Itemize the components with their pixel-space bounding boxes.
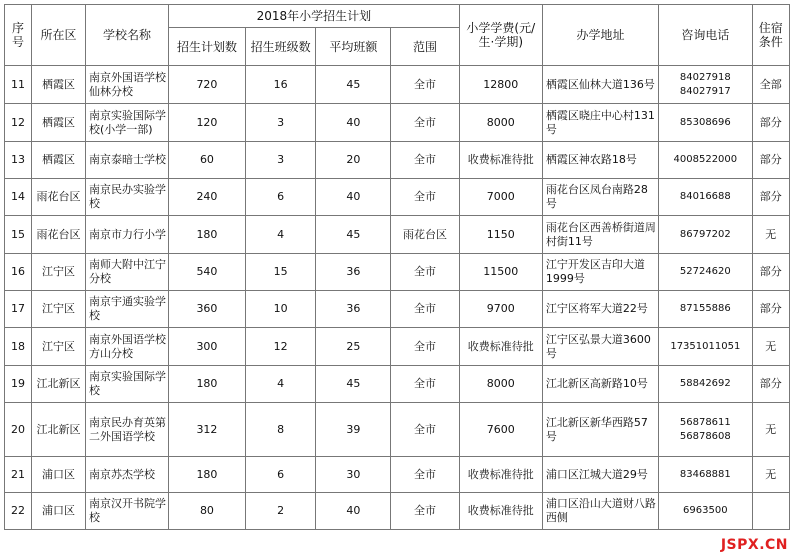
cell-plan-count: 300 — [169, 328, 246, 366]
cell-fee: 收费标准待批 — [459, 493, 542, 530]
header-address: 办学地址 — [542, 5, 658, 66]
cell-district: 江宁区 — [31, 328, 85, 366]
cell-scope: 雨花台区 — [391, 216, 460, 254]
table-row — [5, 291, 790, 328]
cell-fee: 收费标准待批 — [459, 457, 542, 493]
cell-phone: 85308696 — [659, 104, 752, 142]
cell-address: 江北新区高新路10号 — [542, 366, 658, 403]
cell-district: 雨花台区 — [31, 216, 85, 254]
cell-fee: 7000 — [459, 179, 542, 216]
cell-plan-classes: 16 — [245, 66, 316, 104]
cell-avg-class: 40 — [316, 179, 391, 216]
cell-scope: 全市 — [391, 457, 460, 493]
header-seq: 序号 — [5, 5, 32, 66]
cell-seq: 11 — [5, 66, 32, 104]
cell-boarding: 无 — [752, 457, 789, 493]
cell-seq: 12 — [5, 104, 32, 142]
cell-phone: 17351011051 — [659, 328, 752, 366]
cell-seq: 14 — [5, 179, 32, 216]
cell-boarding: 部分 — [752, 291, 789, 328]
site-watermark: JSPX.CN — [720, 537, 788, 553]
cell-phone: 86797202 — [659, 216, 752, 254]
cell-fee: 7600 — [459, 403, 542, 457]
cell-address: 栖霞区神农路18号 — [542, 142, 658, 179]
table-row — [5, 66, 790, 104]
cell-plan-classes: 10 — [245, 291, 316, 328]
cell-school: 南京汉开书院学校 — [85, 493, 168, 530]
cell-phone: 4008522000 — [659, 142, 752, 179]
cell-fee: 1150 — [459, 216, 542, 254]
header-boarding: 住宿条件 — [752, 5, 789, 66]
cell-plan-count: 720 — [169, 66, 246, 104]
cell-fee: 8000 — [459, 366, 542, 403]
cell-plan-classes: 6 — [245, 179, 316, 216]
cell-fee: 8000 — [459, 104, 542, 142]
cell-boarding: 部分 — [752, 254, 789, 291]
cell-school: 南师大附中江宁分校 — [85, 254, 168, 291]
table-row — [5, 216, 790, 254]
cell-phone: 83468881 — [659, 457, 752, 493]
cell-plan-count: 312 — [169, 403, 246, 457]
cell-plan-count: 180 — [169, 457, 246, 493]
cell-seq: 17 — [5, 291, 32, 328]
cell-school: 南京民办实验学校 — [85, 179, 168, 216]
cell-district: 浦口区 — [31, 493, 85, 530]
cell-boarding: 全部 — [752, 66, 789, 104]
cell-fee: 收费标准待批 — [459, 328, 542, 366]
cell-address: 江宁开发区吉印大道1999号 — [542, 254, 658, 291]
cell-plan-classes: 4 — [245, 366, 316, 403]
table-row — [5, 328, 790, 366]
cell-address: 雨花台区凤台南路28号 — [542, 179, 658, 216]
cell-address: 雨花台区西善桥街道周村街11号 — [542, 216, 658, 254]
cell-district: 江宁区 — [31, 254, 85, 291]
cell-plan-classes: 15 — [245, 254, 316, 291]
cell-plan-count: 240 — [169, 179, 246, 216]
cell-phone: 6963500 — [659, 493, 752, 530]
cell-plan-classes: 12 — [245, 328, 316, 366]
cell-boarding — [752, 493, 789, 530]
header-fee: 小学学费(元/生·学期) — [459, 5, 542, 66]
cell-avg-class: 40 — [316, 493, 391, 530]
cell-school: 南京宇通实验学校 — [85, 291, 168, 328]
cell-plan-count: 120 — [169, 104, 246, 142]
cell-avg-class: 45 — [316, 366, 391, 403]
cell-boarding: 无 — [752, 216, 789, 254]
cell-plan-classes: 4 — [245, 216, 316, 254]
cell-fee: 11500 — [459, 254, 542, 291]
cell-plan-count: 80 — [169, 493, 246, 530]
cell-district: 栖霞区 — [31, 66, 85, 104]
cell-phone: 52724620 — [659, 254, 752, 291]
cell-plan-classes: 8 — [245, 403, 316, 457]
cell-seq: 19 — [5, 366, 32, 403]
header-avg-class: 平均班额 — [316, 28, 391, 66]
cell-district: 江北新区 — [31, 403, 85, 457]
table-row — [5, 457, 790, 493]
cell-phone: 56878611 56878608 — [659, 403, 752, 457]
cell-school: 南京泰暗士学校 — [85, 142, 168, 179]
cell-plan-classes: 2 — [245, 493, 316, 530]
cell-avg-class: 30 — [316, 457, 391, 493]
header-plan-group: 2018年小学招生计划 — [169, 5, 460, 28]
table-row — [5, 254, 790, 291]
cell-avg-class: 39 — [316, 403, 391, 457]
cell-school: 南京苏杰学校 — [85, 457, 168, 493]
cell-address: 江宁区将军大道22号 — [542, 291, 658, 328]
cell-district: 栖霞区 — [31, 142, 85, 179]
cell-scope: 全市 — [391, 254, 460, 291]
table-row — [5, 104, 790, 142]
cell-phone: 84016688 — [659, 179, 752, 216]
cell-scope: 全市 — [391, 291, 460, 328]
cell-plan-classes: 6 — [245, 457, 316, 493]
table-row — [5, 493, 790, 530]
header-plan-classes: 招生班级数 — [245, 28, 316, 66]
cell-seq: 20 — [5, 403, 32, 457]
cell-district: 江北新区 — [31, 366, 85, 403]
cell-phone: 58842692 — [659, 366, 752, 403]
cell-school: 南京市力行小学 — [85, 216, 168, 254]
cell-plan-count: 360 — [169, 291, 246, 328]
cell-address: 栖霞区晓庄中心村131号 — [542, 104, 658, 142]
cell-address: 浦口区沿山大道财八路西侧 — [542, 493, 658, 530]
cell-scope: 全市 — [391, 179, 460, 216]
cell-school: 南京实验国际学校(小学一部) — [85, 104, 168, 142]
cell-boarding: 无 — [752, 403, 789, 457]
cell-seq: 13 — [5, 142, 32, 179]
table-row — [5, 179, 790, 216]
cell-fee: 收费标准待批 — [459, 142, 542, 179]
cell-avg-class: 40 — [316, 104, 391, 142]
cell-boarding: 无 — [752, 328, 789, 366]
cell-school: 南京外国语学校仙林分校 — [85, 66, 168, 104]
cell-scope: 全市 — [391, 328, 460, 366]
cell-phone: 84027918 84027917 — [659, 66, 752, 104]
table-row — [5, 142, 790, 179]
cell-plan-count: 180 — [169, 216, 246, 254]
cell-seq: 21 — [5, 457, 32, 493]
cell-boarding: 部分 — [752, 179, 789, 216]
cell-scope: 全市 — [391, 104, 460, 142]
cell-seq: 22 — [5, 493, 32, 530]
cell-address: 栖霞区仙林大道136号 — [542, 66, 658, 104]
header-plan-count: 招生计划数 — [169, 28, 246, 66]
header-scope: 范围 — [391, 28, 460, 66]
cell-address: 浦口区江城大道29号 — [542, 457, 658, 493]
cell-school: 南京实验国际学校 — [85, 366, 168, 403]
cell-plan-count: 60 — [169, 142, 246, 179]
cell-district: 栖霞区 — [31, 104, 85, 142]
cell-seq: 18 — [5, 328, 32, 366]
cell-boarding: 部分 — [752, 104, 789, 142]
cell-district: 江宁区 — [31, 291, 85, 328]
cell-avg-class: 45 — [316, 216, 391, 254]
enrollment-table — [4, 4, 790, 530]
cell-fee: 12800 — [459, 66, 542, 104]
cell-avg-class: 36 — [316, 254, 391, 291]
table-row — [5, 366, 790, 403]
cell-district: 浦口区 — [31, 457, 85, 493]
table-row — [5, 403, 790, 457]
cell-seq: 15 — [5, 216, 32, 254]
cell-school: 南京外国语学校方山分校 — [85, 328, 168, 366]
cell-address: 江北新区新华西路57号 — [542, 403, 658, 457]
cell-avg-class: 45 — [316, 66, 391, 104]
cell-avg-class: 20 — [316, 142, 391, 179]
header-district: 所在区 — [31, 5, 85, 66]
cell-plan-classes: 3 — [245, 104, 316, 142]
header-phone: 咨询电话 — [659, 5, 752, 66]
cell-plan-count: 180 — [169, 366, 246, 403]
cell-scope: 全市 — [391, 66, 460, 104]
cell-school: 南京民办育英第二外国语学校 — [85, 403, 168, 457]
cell-seq: 16 — [5, 254, 32, 291]
cell-scope: 全市 — [391, 493, 460, 530]
cell-fee: 9700 — [459, 291, 542, 328]
cell-scope: 全市 — [391, 366, 460, 403]
cell-district: 雨花台区 — [31, 179, 85, 216]
cell-avg-class: 25 — [316, 328, 391, 366]
cell-boarding: 部分 — [752, 366, 789, 403]
cell-scope: 全市 — [391, 142, 460, 179]
cell-plan-classes: 3 — [245, 142, 316, 179]
cell-address: 江宁区弘景大道3600号 — [542, 328, 658, 366]
cell-boarding: 部分 — [752, 142, 789, 179]
cell-scope: 全市 — [391, 403, 460, 457]
cell-phone: 87155886 — [659, 291, 752, 328]
header-school: 学校名称 — [85, 5, 168, 66]
cell-plan-count: 540 — [169, 254, 246, 291]
cell-avg-class: 36 — [316, 291, 391, 328]
